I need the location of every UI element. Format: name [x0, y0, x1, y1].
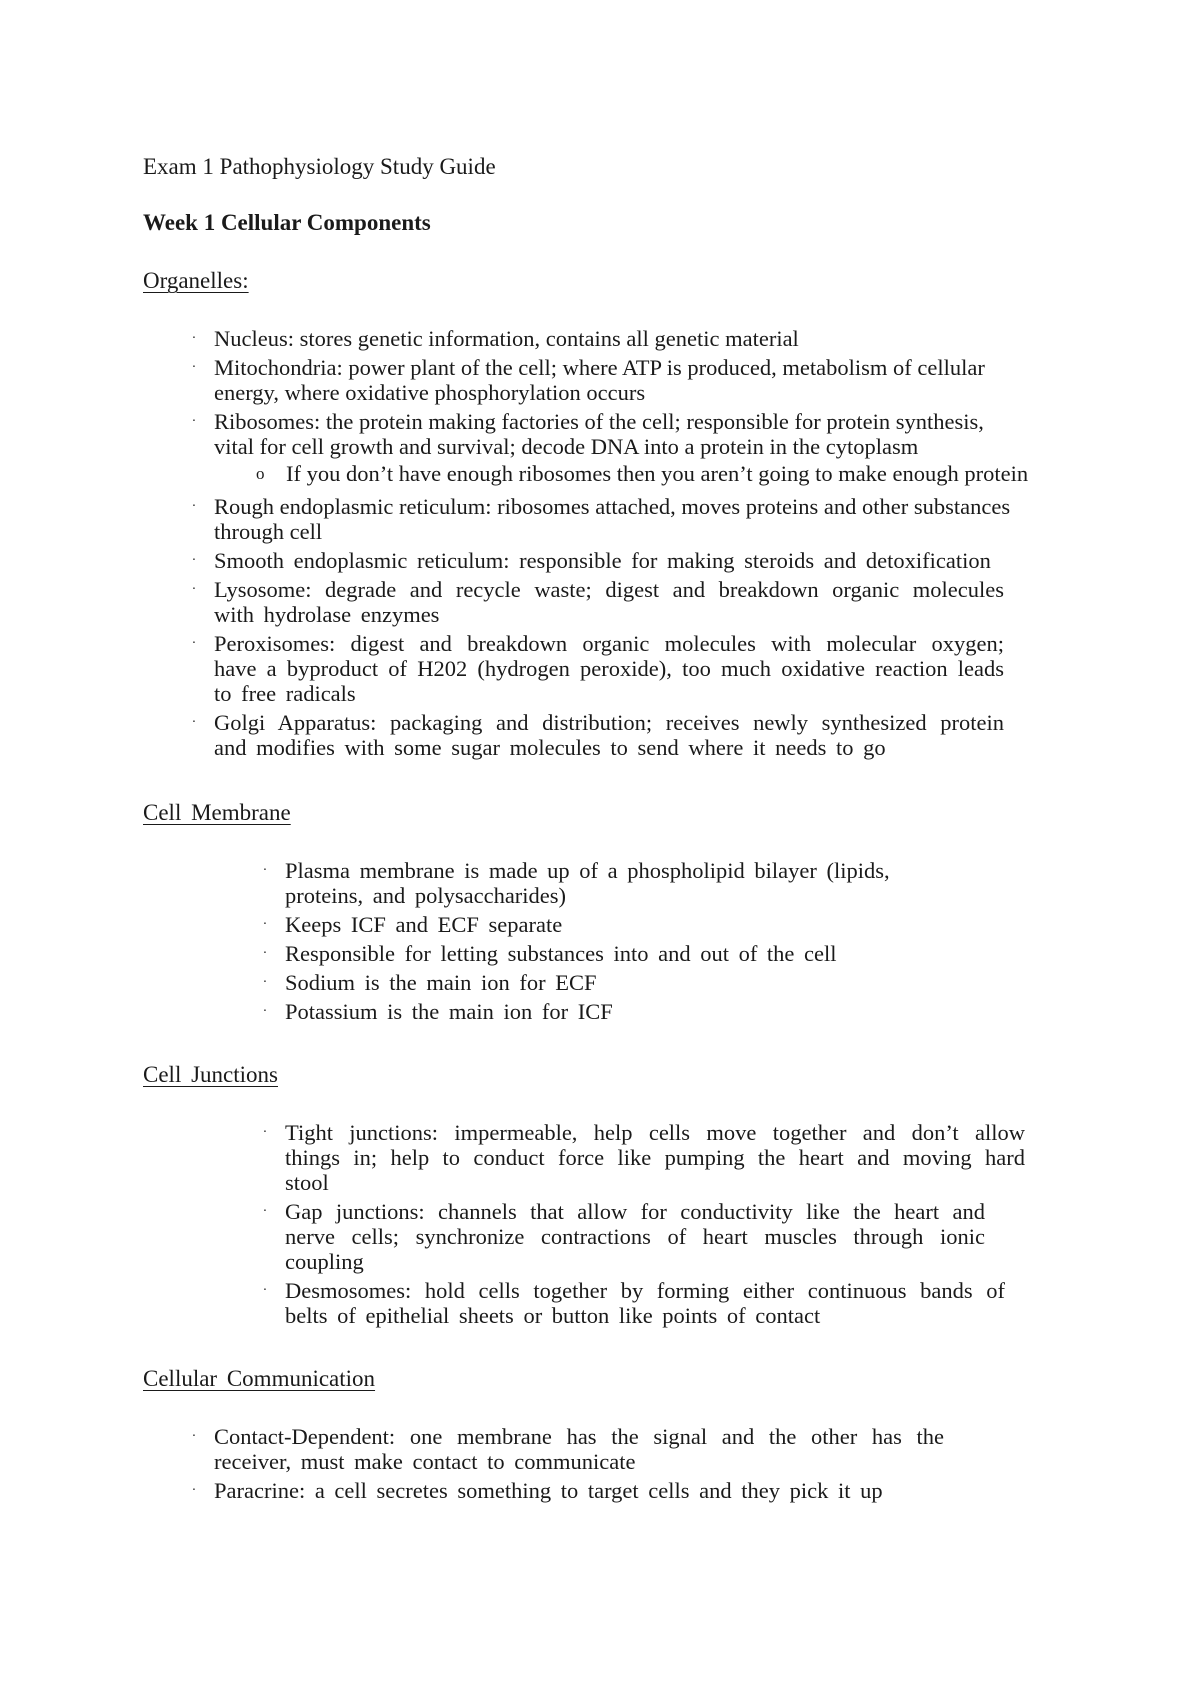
- list-item: [262, 1120, 1025, 1195]
- week-heading: Week 1 Cellular Components: [143, 210, 431, 235]
- bullet-icon: ·: [262, 1004, 268, 1019]
- bullet-icon: ·: [191, 499, 197, 514]
- spacer: [143, 1332, 1083, 1364]
- organelle-ribosomes: Ribosomes: the protein making factories of the cell; responsible for protein synthesis, vital for cell growth and survival; decode DNA into a protein in the cytoplasm: [214, 409, 984, 459]
- bullet-icon: ·: [262, 1125, 268, 1140]
- bullet-icon: ·: [191, 331, 197, 346]
- cellular-communication-heading: Cellular Communication: [143, 1366, 376, 1391]
- list-item: [262, 941, 925, 966]
- communication-paracrine: Paracrine: a cell secretes something to target cells and they pick it up: [214, 1478, 883, 1503]
- list-item: [191, 1424, 944, 1474]
- organelle-smooth-er: Smooth endoplasmic reticulum: responsible for making steroids and detoxification: [214, 548, 991, 573]
- junction-gap: Gap junctions: channels that allow for conductivity like the heart and nerve cells; synchronize contractions of heart muscles through ionic coupling: [285, 1199, 985, 1274]
- bullet-icon: ·: [262, 975, 268, 990]
- list-item: [191, 1478, 944, 1503]
- bullet-icon: ·: [191, 360, 197, 375]
- list-item: [191, 326, 1054, 351]
- cell-junctions-heading: Cell Junctions: [143, 1062, 278, 1087]
- list-item: [191, 494, 1044, 544]
- organelle-mitochondria: Mitochondria: power plant of the cell; where ATP is produced, metabolism of cellular energy, where oxidative phosphorylation occurs: [214, 355, 985, 405]
- bullet-icon: ·: [262, 1283, 268, 1298]
- bullet-icon: ·: [191, 1483, 197, 1498]
- bullet-icon: ·: [191, 553, 197, 568]
- list-item: [262, 999, 925, 1024]
- spacer: [143, 1028, 1083, 1060]
- list-item: [262, 912, 925, 937]
- list-item: [191, 631, 1004, 706]
- bullet-icon: ·: [191, 715, 197, 730]
- list-item: [262, 1278, 1005, 1328]
- organelles-heading: Organelles:: [143, 268, 249, 293]
- cell-junctions-list: [262, 1120, 1025, 1328]
- organelle-rough-er: Rough endoplasmic reticulum: ribosomes attached, moves proteins and other substances through cell: [214, 494, 1011, 544]
- bullet-icon: ·: [191, 414, 197, 429]
- bullet-icon: ·: [262, 917, 268, 932]
- list-item: [191, 409, 1029, 486]
- list-item: [262, 858, 925, 908]
- bullet-icon: ·: [262, 1204, 268, 1219]
- cell-membrane-heading: Cell Membrane: [143, 800, 291, 825]
- document-title: Exam 1 Pathophysiology Study Guide: [143, 154, 496, 179]
- bullet-icon: ·: [262, 863, 268, 878]
- list-item: [191, 577, 1004, 627]
- bullet-icon: ·: [191, 636, 197, 651]
- organelle-peroxisomes: Peroxisomes: digest and breakdown organic molecules with molecular oxygen; have a byproduct of H202 (hydrogen peroxide), too much oxidative reaction leads to free radicals: [214, 631, 1004, 706]
- membrane-transport: Responsible for letting substances into and out of the cell: [285, 941, 837, 966]
- spacer: [143, 764, 1083, 798]
- organelle-lysosome: Lysosome: degrade and recycle waste; digest and breakdown organic molecules with hydrolase enzymes: [214, 577, 1004, 627]
- membrane-icf-ecf: Keeps ICF and ECF separate: [285, 912, 563, 937]
- bullet-icon: ·: [191, 1429, 197, 1444]
- cellular-communication-list: [191, 1424, 944, 1503]
- membrane-bilayer: Plasma membrane is made up of a phospholipid bilayer (lipids, proteins, and polysaccharides): [285, 858, 890, 908]
- list-item: [262, 970, 925, 995]
- document-page: [143, 152, 1083, 1507]
- bullet-icon: ·: [262, 946, 268, 961]
- list-item: [256, 461, 1029, 486]
- bullet-icon: ·: [191, 582, 197, 597]
- list-item: [191, 355, 994, 405]
- list-item: [191, 710, 1004, 760]
- list-item: [262, 1199, 985, 1274]
- membrane-sodium: Sodium is the main ion for ECF: [285, 970, 597, 995]
- junction-desmosomes: Desmosomes: hold cells together by forming either continuous bands of belts of epithelial sheets or button like points of contact: [285, 1278, 1005, 1328]
- junction-tight: Tight junctions: impermeable, help cells move together and don’t allow things in; help to conduct force like pumping the heart and moving hard stool: [285, 1120, 1025, 1195]
- organelles-list: [191, 326, 1054, 760]
- organelle-golgi: Golgi Apparatus: packaging and distribution; receives newly synthesized protein and modifies with some sugar molecules to send where it needs to go: [214, 710, 1004, 760]
- sub-bullet-icon: o: [256, 464, 265, 483]
- list-item: [191, 548, 1054, 573]
- communication-contact-dependent: Contact-Dependent: one membrane has the signal and the other has the receiver, must make contact to communicate: [214, 1424, 944, 1474]
- ribosomes-sublist: [256, 461, 1029, 486]
- organelle-nucleus: Nucleus: stores genetic information, contains all genetic material: [214, 326, 799, 351]
- ribosomes-subpoint: If you don’t have enough ribosomes then you aren’t going to make enough protein: [286, 461, 1029, 486]
- cell-membrane-list: [262, 858, 925, 1024]
- membrane-potassium: Potassium is the main ion for ICF: [285, 999, 613, 1024]
